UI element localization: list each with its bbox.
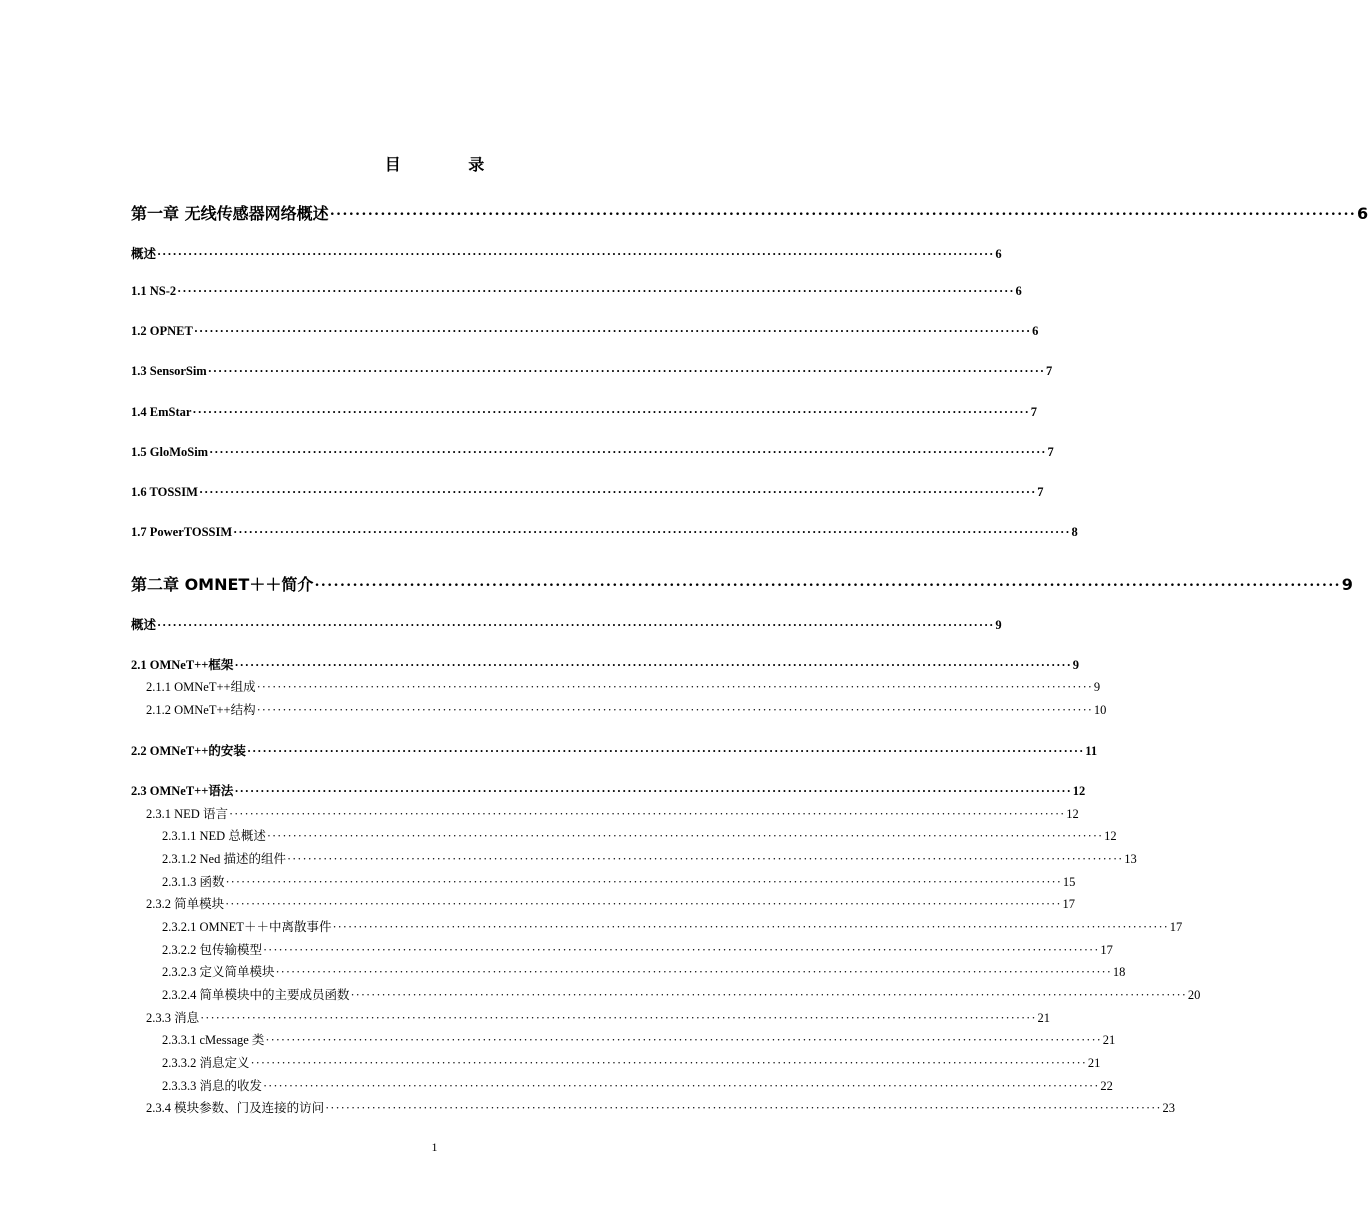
toc-entry-page: 12 (1104, 829, 1117, 843)
toc-entry-label: 2.3.4 模块参数、门及连接的访问 (146, 1101, 325, 1115)
toc-entry-page: 7 (1046, 364, 1053, 378)
toc-entry[interactable] (162, 826, 1117, 844)
dot-leader: ·································································································································································· (233, 525, 1071, 539)
toc-entry-page: 6 (995, 247, 1002, 261)
toc-entry[interactable] (162, 917, 1183, 935)
toc-entry-page: 6 (1032, 324, 1039, 338)
toc-entry-label: 2.3.2 简单模块 (146, 897, 225, 911)
dot-leader: ·································································································································································· (192, 405, 1030, 419)
toc-entry[interactable] (131, 445, 1054, 460)
toc-entry-page: 6 (1357, 204, 1368, 223)
toc-entry[interactable] (162, 849, 1137, 867)
toc-entry[interactable] (131, 485, 1044, 500)
toc-entry[interactable] (162, 985, 1201, 1003)
dot-leader: ·································································································································································· (266, 829, 1104, 843)
toc-entry-page: 17 (1062, 897, 1075, 911)
toc-entry[interactable] (146, 1008, 1050, 1026)
toc-entry-page: 12 (1066, 807, 1079, 821)
dot-leader: ·································································································································································· (198, 485, 1037, 499)
toc-entry-label: 2.3 OMNeT++语法 (131, 784, 234, 798)
toc-entry[interactable] (162, 940, 1113, 958)
toc-entry[interactable] (131, 324, 1039, 339)
dot-leader: ·································································································································································· (207, 364, 1046, 378)
toc-entry-label: 2.3.3 消息 (146, 1011, 200, 1025)
toc-entry-page: 21 (1087, 1056, 1101, 1070)
toc-entry-label: 2.1.1 OMNeT++组成 (146, 680, 256, 694)
toc-entry-label: 2.3.2.3 定义简单模块 (162, 965, 275, 979)
toc-entry-label: 第一章 无线传感器网络概述 (131, 204, 329, 223)
dot-leader: ·································································································································································· (209, 445, 1047, 459)
toc-entry-page: 13 (1124, 852, 1137, 866)
dot-leader: ·································································································································································· (157, 618, 995, 632)
toc-entry-page: 18 (1112, 965, 1126, 979)
toc-entry-page: 9 (1093, 680, 1101, 694)
dot-leader: ·································································································································································· (314, 577, 1341, 594)
toc-entry[interactable] (146, 700, 1107, 718)
dot-leader: ·································································································································································· (157, 247, 995, 261)
toc-entry-page: 6 (1015, 284, 1022, 298)
toc-entry-label: 1.6 TOSSIM (131, 485, 198, 499)
toc-entry-page: 15 (1062, 875, 1076, 889)
toc-entry-chapter[interactable] (131, 572, 1353, 595)
dot-leader: ·································································································································································· (329, 206, 1356, 223)
dot-leader: ·································································································································································· (246, 744, 1085, 758)
toc-entry[interactable] (162, 962, 1126, 980)
toc-entry[interactable] (131, 781, 1086, 799)
page-title: 目 录 (384, 155, 485, 174)
dot-leader: ·································································································································································· (256, 680, 1093, 694)
toc-entry[interactable] (146, 677, 1101, 695)
toc-entry-page: 10 (1093, 703, 1107, 717)
toc-entry[interactable] (131, 525, 1078, 540)
toc-entry-page: 7 (1030, 405, 1038, 419)
toc-entry[interactable] (131, 364, 1053, 379)
dot-leader: ·································································································································································· (177, 284, 1015, 298)
toc-entry-page: 17 (1169, 920, 1183, 934)
toc-entry-page: 20 (1187, 988, 1201, 1002)
toc-entry-label: 2.3.2.4 简单模块中的主要成员函数 (162, 988, 350, 1002)
toc-entry-page: 9 (995, 618, 1002, 632)
dot-leader: ·································································································································································· (275, 965, 1112, 979)
toc-entry-label: 1.5 GloMoSim (131, 445, 209, 459)
dot-leader: ·································································································································································· (234, 784, 1072, 798)
toc-entry-page: 21 (1102, 1033, 1116, 1047)
toc-entry[interactable] (146, 1098, 1175, 1116)
toc-entry-chapter[interactable] (131, 201, 1368, 224)
toc-entry-label: 2.1.2 OMNeT++结构 (146, 703, 256, 717)
dot-leader: ·································································································································································· (265, 1033, 1102, 1047)
toc-entry[interactable] (131, 655, 1080, 673)
toc-entry[interactable] (162, 872, 1076, 890)
dot-leader: ·································································································································································· (193, 324, 1032, 338)
toc-entry[interactable] (131, 244, 1002, 262)
toc-entry-label: 2.3.2.1 OMNET＋＋中离散事件 (162, 920, 332, 934)
toc-entry[interactable] (146, 804, 1079, 822)
page-number: 1 (431, 1140, 438, 1154)
toc-entry[interactable] (131, 284, 1022, 299)
toc-entry[interactable] (162, 1076, 1113, 1094)
toc-entry[interactable] (131, 741, 1098, 759)
toc-entry-label: 2.3.1.2 Ned 描述的组件 (162, 852, 286, 866)
toc-entry[interactable] (131, 615, 1002, 633)
toc-entry-label: 概述 (131, 247, 157, 261)
toc-entry-label: 2.1 OMNeT++框架 (131, 658, 234, 672)
dot-leader: ·································································································································································· (234, 658, 1072, 672)
toc-entry-label: 2.3.1.3 函数 (162, 875, 225, 889)
toc-entry-label: 1.4 EmStar (131, 405, 192, 419)
toc-entry-page: 7 (1047, 445, 1054, 459)
toc-entry-label: 第二章 OMNET＋＋简介 (131, 575, 314, 594)
toc-entry[interactable] (131, 405, 1038, 420)
toc-entry-page: 23 (1162, 1101, 1175, 1115)
toc-entry-label: 概述 (131, 618, 157, 632)
dot-leader: ·································································································································································· (225, 897, 1062, 911)
toc-entry-label: 2.3.1 NED 语言 (146, 807, 228, 821)
toc-entry-label: 2.3.2.2 包传输模型 (162, 943, 263, 957)
toc-entry-page: 11 (1085, 744, 1098, 758)
dot-leader: ·································································································································································· (263, 1079, 1100, 1093)
toc-entry-label: 2.3.1.1 NED 总概述 (162, 829, 266, 843)
toc-entry-label: 2.3.3.1 cMessage 类 (162, 1033, 265, 1047)
toc-entry-label: 1.3 SensorSim (131, 364, 207, 378)
toc-entry-label: 1.2 OPNET (131, 324, 193, 338)
toc-entry[interactable] (146, 894, 1075, 912)
dot-leader: ·································································································································································· (256, 703, 1093, 717)
toc-entry[interactable] (162, 1030, 1116, 1048)
toc-entry[interactable] (162, 1053, 1101, 1071)
dot-leader: ·································································································································································· (332, 920, 1169, 934)
toc-entry-label: 1.1 NS-2 (131, 284, 177, 298)
toc-entry-label: 2.3.3.3 消息的收发 (162, 1079, 263, 1093)
dot-leader: ·································································································································································· (228, 807, 1066, 821)
toc-entry-page: 12 (1072, 784, 1086, 798)
dot-leader: ·································································································································································· (286, 852, 1124, 866)
dot-leader: ·································································································································································· (250, 1056, 1087, 1070)
toc-entry-page: 8 (1071, 525, 1078, 539)
toc-entry-label: 1.7 PowerTOSSIM (131, 525, 233, 539)
toc-entry-page: 17 (1100, 943, 1113, 957)
toc-entry-label: 2.3.3.2 消息定义 (162, 1056, 250, 1070)
toc-entry-page: 9 (1072, 658, 1080, 672)
toc-entry-label: 2.2 OMNeT++的安装 (131, 744, 246, 758)
toc-entry-page: 22 (1100, 1079, 1113, 1093)
dot-leader: ·································································································································································· (263, 943, 1100, 957)
toc-entry-page: 9 (1341, 575, 1353, 594)
toc-entry-page: 7 (1037, 485, 1044, 499)
dot-leader: ·································································································································································· (350, 988, 1187, 1002)
toc-entry-page: 21 (1037, 1011, 1050, 1025)
dot-leader: ·································································································································································· (225, 875, 1062, 889)
dot-leader: ·································································································································································· (325, 1101, 1162, 1115)
dot-leader: ·································································································································································· (200, 1011, 1037, 1025)
